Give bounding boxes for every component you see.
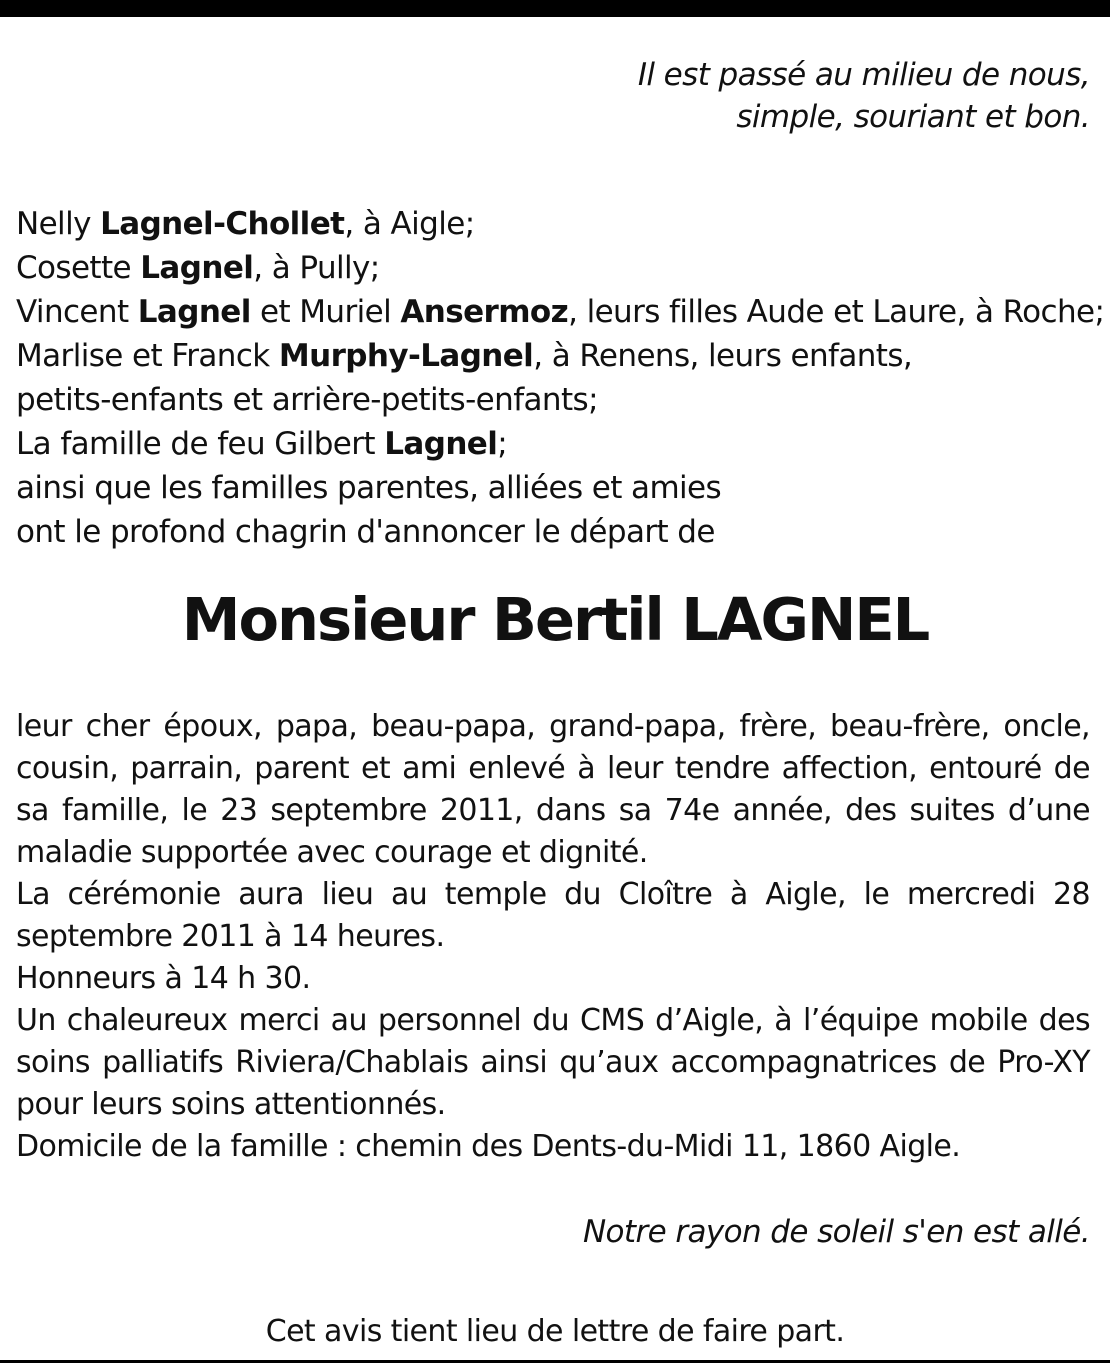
body-paragraph: La cérémonie aura lieu au temple du Cloître à Aigle, le mercredi 28 septembre 2011 à 14 heures.	[16, 877, 1090, 954]
family-text: La famille de feu Gilbert	[16, 426, 385, 462]
family-line	[16, 290, 1105, 334]
family-line	[16, 378, 1096, 422]
family-surname: Murphy-Lagnel	[278, 338, 534, 374]
bottom-border-rule	[0, 1360, 1110, 1363]
family-text: , à Aigle;	[344, 206, 475, 242]
family-text: ;	[497, 426, 508, 462]
epigraph-line: Il est passé au milieu de nous,	[637, 57, 1090, 93]
family-surname: Lagnel-Chollet	[100, 206, 345, 242]
family-surname: Ansermoz	[400, 294, 569, 330]
family-list	[16, 202, 1105, 554]
notice-line: Cet avis tient lieu de lettre de faire part.	[265, 1314, 845, 1349]
family-surname: Lagnel	[384, 426, 498, 462]
body-paragraph: Domicile de la famille : chemin des Dents-du-Midi 11, 1860 Aigle.	[16, 1129, 961, 1164]
family-text: petits-enfants et arrière-petits-enfants;	[16, 382, 598, 418]
body-paragraph: leur cher époux, papa, beau-papa, grand-papa, frère, beau-frère, oncle, cousin, parrain, parent et ami enlevé à leur tendre affection, entouré de sa famille, le 23 septembre 2011, dans sa 74e année, des suites d’une maladie supportée avec courage et dignité.	[16, 709, 1090, 870]
family-text: Marlise et Franck	[16, 338, 279, 374]
family-text: , à Renens, leurs enfants,	[533, 338, 913, 374]
family-text: , leurs filles Aude et Laure, à Roche;	[568, 294, 1105, 330]
family-line	[16, 202, 1096, 246]
deceased-name: Monsieur Bertil LAGNEL	[181, 585, 929, 654]
epigraph-line: simple, souriant et bon.	[736, 99, 1090, 135]
family-surname: Lagnel	[137, 294, 251, 330]
family-line	[16, 334, 1096, 378]
top-border-rule	[0, 0, 1110, 17]
epigraph	[638, 54, 1090, 138]
family-line	[16, 422, 1096, 466]
family-text: Vincent	[16, 294, 138, 330]
body-paragraph: Honneurs à 14 h 30.	[16, 961, 311, 996]
family-text: ont le profond chagrin d'annoncer le départ de	[16, 514, 715, 550]
closing-line: Notre rayon de soleil s'en est allé.	[582, 1214, 1090, 1250]
family-text: , à Pully;	[253, 250, 380, 286]
family-line	[16, 510, 1096, 554]
family-text: et Muriel	[250, 294, 401, 330]
family-line	[16, 466, 1096, 510]
body-paragraph: Un chaleureux merci au personnel du CMS d’Aigle, à l’équipe mobile des soins palliatifs Riviera/Chablais ainsi qu’aux accompagnatrices de Pro-XY pour leurs soins attentionnés.	[16, 1003, 1090, 1122]
family-surname: Lagnel	[140, 250, 254, 286]
family-text: ainsi que les familles parentes, alliées et amies	[16, 470, 722, 506]
family-text: Nelly	[16, 206, 101, 242]
family-line	[16, 246, 1096, 290]
announcement-body	[16, 706, 1090, 1168]
family-text: Cosette	[16, 250, 141, 286]
